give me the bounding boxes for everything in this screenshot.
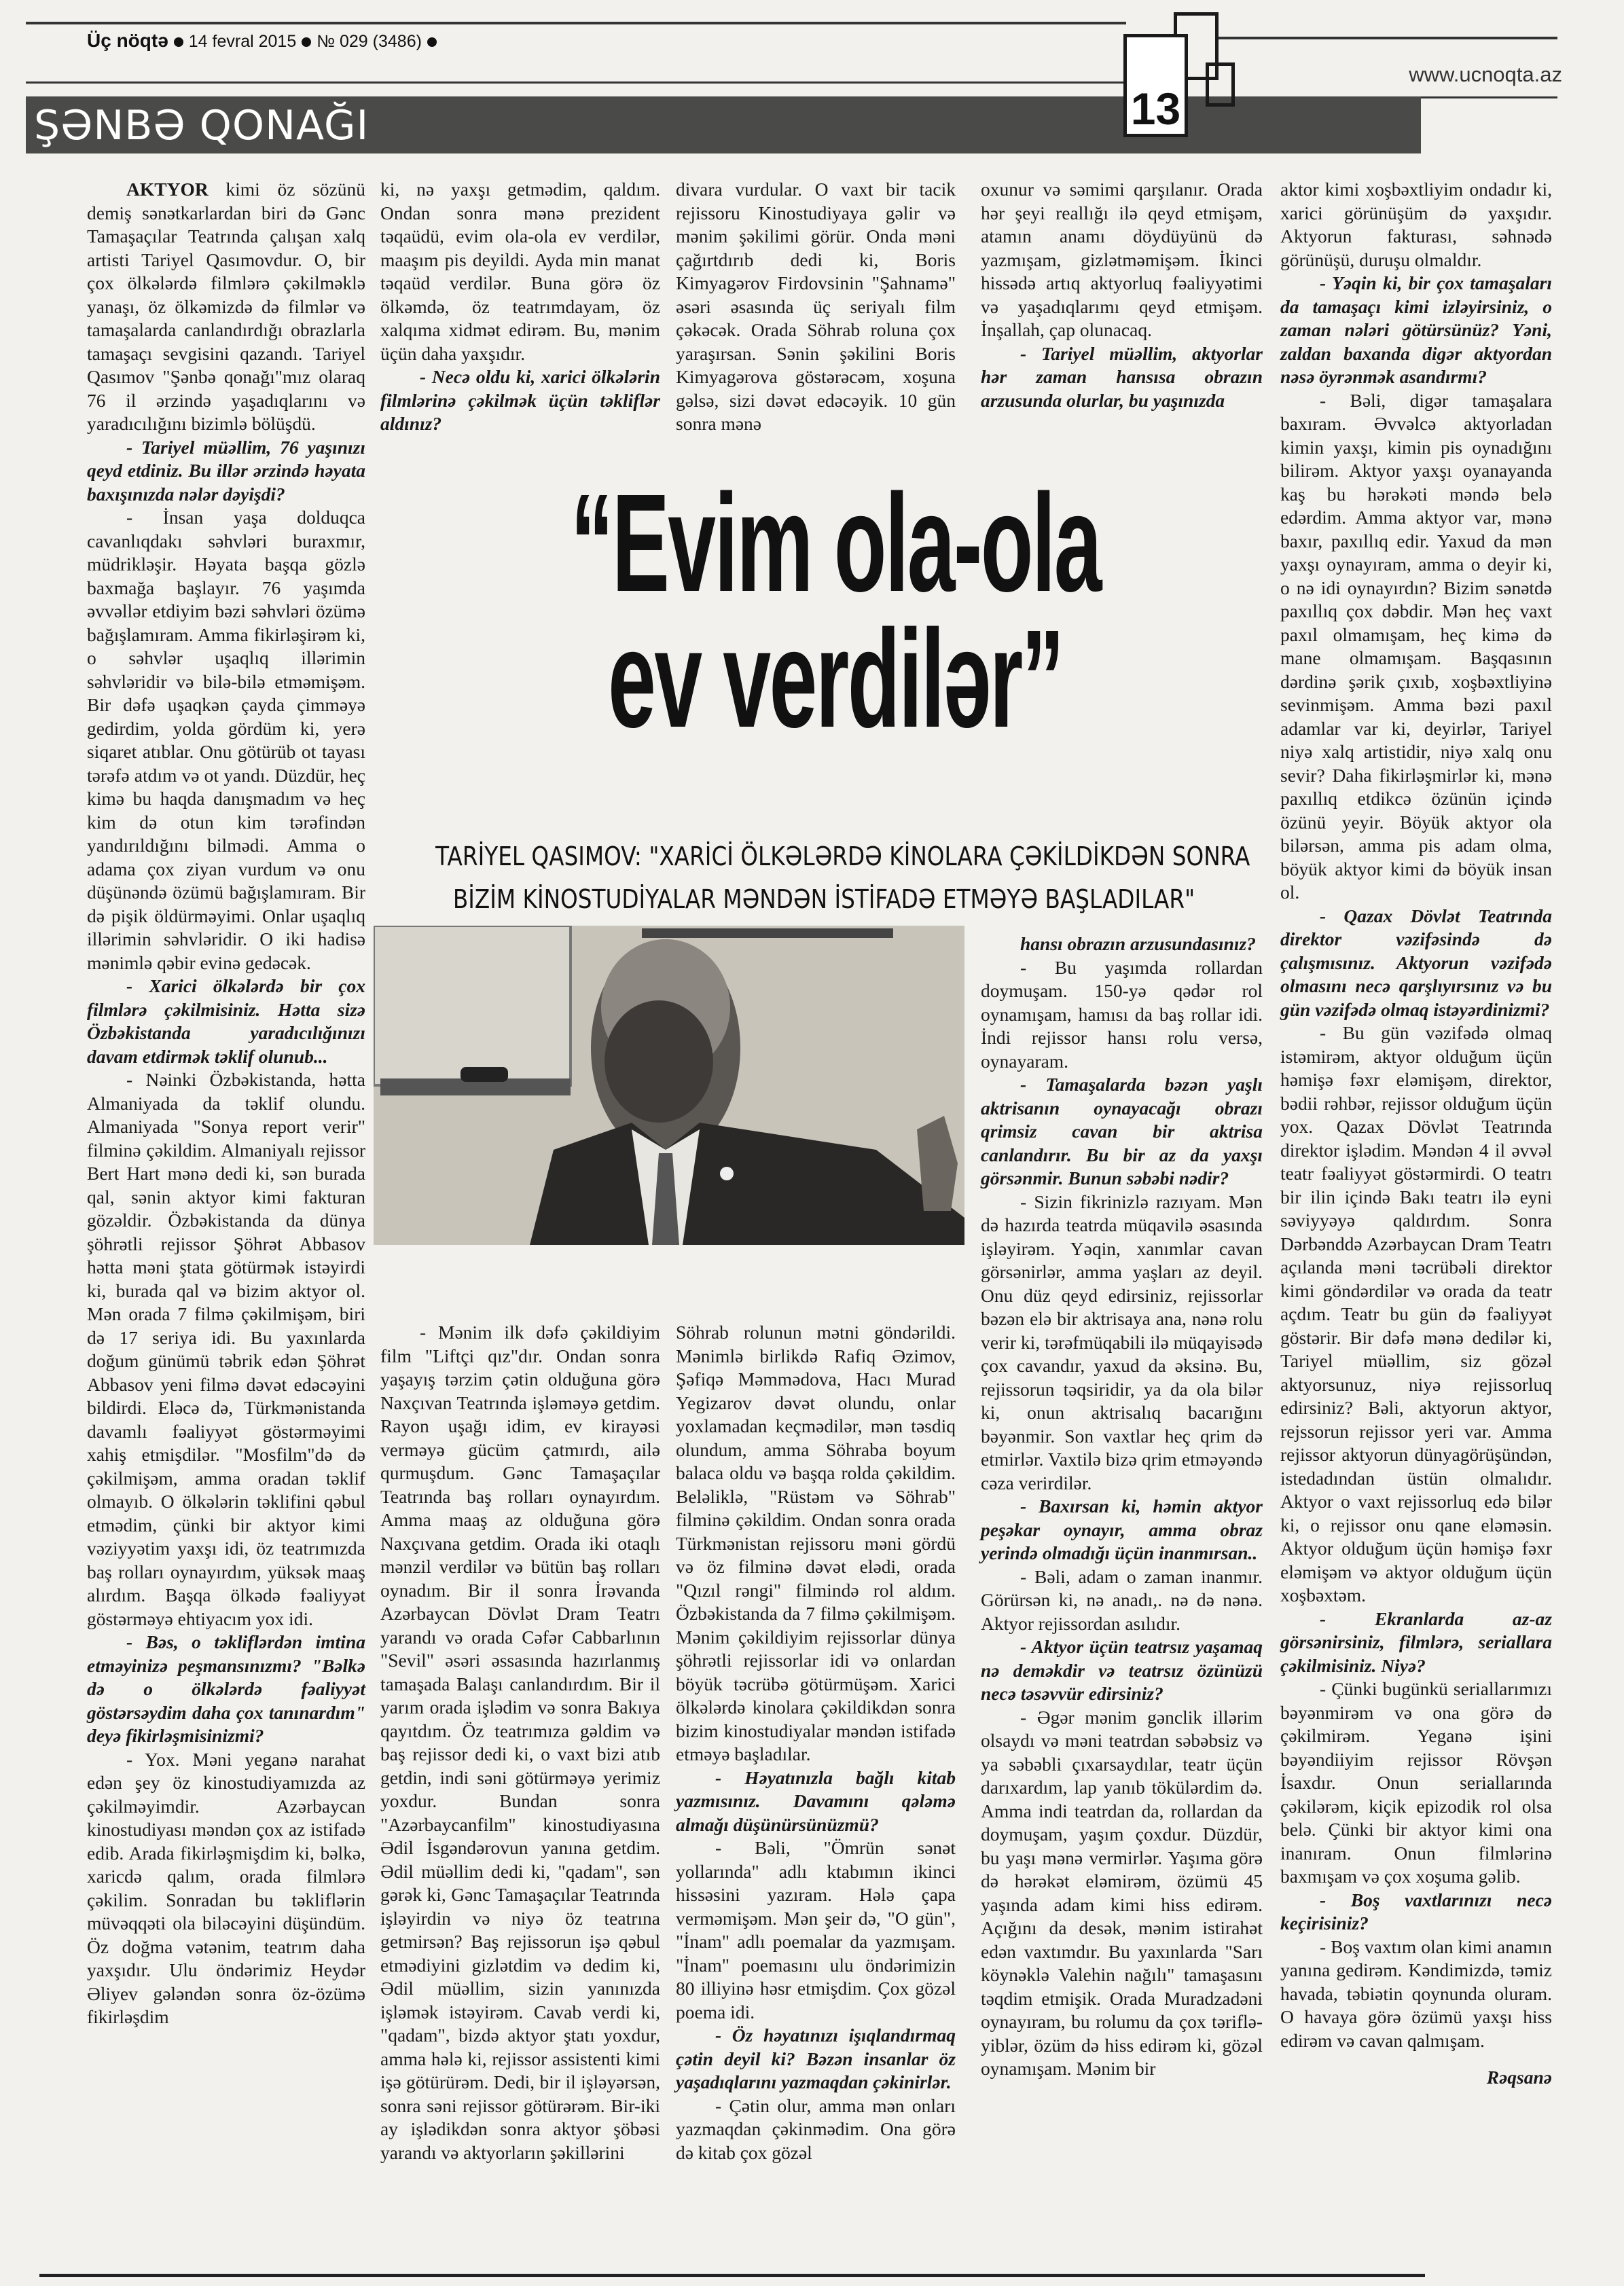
interview-question: - Qazax Dövlət Teatrında direktor vəzifəsində də çalışmısınız. Aktyorun vəzifədə olmasını necə qarşlıyırsınız və bu gün vəzifədə olmaq istəyərdinizmi?: [1280, 905, 1552, 1020]
interview-answer: - Çünki bugünkü seriallarımızı bəyənmirəm və ona görə də çəkilmirəm. Yeganə işini bəyəndiiyim rejissor Rövşən İsaxdır. Onun seriallarında çəkilərəm, kiçik epizodik rol olsa belə. Çünki bir aktyor kimi ona inanıram. Onun filmlərinə baxmışam və çox xoşuma gəlib.: [1280, 1678, 1552, 1887]
masthead-info: [87, 30, 442, 52]
issue-number: № 029 (3486): [317, 32, 422, 51]
headline-line-2: ev verdilər”: [608, 601, 1063, 757]
decorative-square-icon: [1206, 62, 1235, 107]
interview-answer: - Bu yaşımda rollardan doymuşam. 150-yə qədər rol oynamışam, hamısı da baş rollar idi. İndi rejissor hansı rolu versə, oynayaram.: [981, 956, 1263, 1072]
article-column-5: [1280, 178, 1552, 2090]
interview-answer: - Mənim ilk dəfə çəkildiyim film "Liftçi qız"dır. Ondan sonra yaşayış tərzim çətin olduğuna görə Naxçıvan Teatrında işləməyə getdim. Rayon uşağı idim, ev kirayəsi verməyə gücüm çatmırdı, ailə qurmuşdum. Gənc Tamaşaçılar Teatrında baş rolları oynayırdım. Amma maaş az olduğuna görə Naxçıvana getdim. Orada iki otaqlı mənzil verdilər və bütün baş rolları oynadım. Bir il sonra İrəvanda Azərbaycan Dövlət Dram Teatrı yarandı və orada Cəfər Cabbarlının "Sevil" əsəri əssasında hazırlanmış tamaşada Balaşı canlandırdım. Bir il yarım orada işlədim və sonra Bakıya qayıtdım. Öz teatrımıza gəldim və baş rejissor dedi ki, o vaxt bizi atıb getdin, indi səni götürməyə yerimiz yoxdur. Bundan sonra "Azərbaycanfilm" kinostudiyasına Ədil İsgəndərovun yanına getdim. Ədil müəllim dedi ki, "qadam", sən gərək ki, Gənc Tamaşaçılar Teatrında işləyirdin və niyə öz teatrına getmirsən? Baş rejissorun işə qəbul etmədiyini gizlətdim və dedim ki, Ədil müəllim, sizin yanınızda işləmək istəyirəm. Cavab verdi ki, "qadam", bizdə aktyor ştatı yoxdur, amma hələ ki, rejissor assistenti kimi işə götürürəm. Dedi, bir il işləyərsən, sonra səni rejissor götürərəm. Bir-iki ay işlədikdən sonra aktyor şöbəsi yarandı və aktyorların şəkillərini: [380, 1322, 660, 2163]
interview-question: - Xarici ölkələrdə bir çox filmlərə çəkilmisiniz. Hətta sizə Özbəkistanda yaradıcılığınızı davam etdirmək təklif olunub...: [87, 975, 365, 1067]
top-rule-right: [1216, 37, 1557, 39]
lead-paragraph: AKTYOR kimi öz sözünü demiş sənətkarlardan biri də Gənc Tamaşaçılar Teatrında çalışan xalq artisti Tariyel Qasımovdur. O, bir çox ölkələrdə filmlərə çəkilməklə yanaşı, öz ölkəmizdə də filmlər və tamaşalarda canlandırdığı obrazlarla tamaşaçı sevgisini qazandı. Tariyel Qasımov "Şənbə qonağı"mız olaraq 76 il ərzində yaşadıqlarını və yaradıcılığını bizimlə bölüşdü.: [87, 179, 365, 434]
interview-answer: - Nəinki Özbəkistanda, hətta Almaniyada da təklif olundu. Almaniyada "Sonya report verir" filminə çəkildim. Almaniyalı rejissor Bert Hart mənə dedi ki, sən burada qal, sənin aktyor kimi fakturan gözəldir. Özbəkistanda da dünya şöhrətli rejissor Şöhrət Abbasov hətta məni ştata götürmək istəyirdi ki, burada qal və bizim aktyor ol. Mən orada 7 filmə çəkilmişəm, biri də 17 seriya idi. Bu yaxınlarda doğum günümü təbrik edən Şöhrət Abbasov yeni filmə dəvət edəcəyini bildirdi. Eləcə də, Türkmənistanda davamlı fəaliyyət göstərməyimi xahiş etmişdilər. "Mosfilm"də də çəkilmişəm, amma oradan təklif olmayıb. O ölkələrin təklifini qəbul etmədim, çünki bir aktyor kimi vəziyyətim yaxşı idi, öz teatrımızda baş rolları oynayırdım, yüksək maaş alırdım. Başqa ölkədə fəaliyyət göstərməyə ehtiyacım yox idi.: [87, 1069, 365, 1629]
interview-answer: - Bəli, digər tamaşalara baxıram. Əvvəlcə aktyorladan kimin yaxşı, kimin pis oynadığını bilirəm. Aktyor yaxşı oyanayanda kaş bu hərəkəti məndə belə edərdim. Amma aktyor var, mənə baxır, paxıllıq edir. Yaxud da mən yaxşı oynayıram, amma o deyir ki, o nə idi oynayırdın? Bizim sənətdə paxıllıq çox dəbdir. Mən heç vaxt paxıl olmamışam, heç kimə də mane olmamışam. Başqasının dərdinə şərik çıxıb, xoşbəxtliyinə sevinmişəm. Amma bəzi paxıl adamlar var ki, deyirlər, Tariyel niyə xalq artistidir, niyə xalq onu sevir? Daha fikirləşmirlər ki, mənə paxıllıq etdikcə özünün içində özünü yeyir. Böyük aktyor ola bilərsən, amma pis adam olma, böyük aktyor kimi də böyük insan ol.: [1280, 389, 1552, 903]
article-column-3-bottom: [676, 1321, 956, 2164]
article-column-3-top: [676, 178, 956, 436]
headline: [562, 465, 1109, 757]
interview-question: - Tamaşalarda bəzən yaşlı aktrisanın oynayacağı obrazı qrimsiz cavan bir aktrisa canlandırır. Bu bir az da yaxşı görsənmir. Bunun səbəbi nədir?: [981, 1074, 1263, 1189]
interview-answer: - Boş vaxtım olan kimi anamın yanına gedirəm. Kəndimizdə, təmiz havada, təbiətin qoynunda oluram. O havaya görə özümü yaxşı hiss edirəm və cavan qalmışam.: [1280, 1936, 1552, 2051]
interview-question: - Necə oldu ki, xarici ölkələrin filmlərinə çəkilmək üçün təkliflər aldınız?: [380, 366, 660, 434]
subheadline: [435, 835, 1250, 921]
subheadline-line-2: BİZİM KİNOSTUDİYALAR MƏNDƏN İSTİFADƏ ETMƏYƏ BAŞLADILAR": [452, 884, 1195, 914]
interview-question: - Bəs, o təkliflərdən imtina etməyinizə peşmansınızmı? "Bəlkə də o ölkələrdə fəaliyyət göstərsəydim daha çox tanınardım" deyə fikirləşmisinizmi?: [87, 1631, 365, 1746]
bullet-icon: [174, 37, 183, 47]
continued-paragraph: ki, nə yaxşı getmədim, qaldım. Ondan sonra mənə prezident təqaüdü, evim ola-ola ev verdilər, maaşım pis deyildi. Ayda min manat təqaüd verdilər. Buna görə öz ölkəmdə, öz teatrımdayam, öz xalqıma xidmət edirəm. Bu, mənim üçün daha yaxşıdır.: [380, 179, 660, 364]
issue-date: 14 fevral 2015: [188, 32, 297, 51]
author-signature: Rəqsanə: [1486, 2067, 1552, 2088]
interview-question: - Boş vaxtlarınızı necə keçirisiniz?: [1280, 1889, 1552, 1934]
article-column-2-top: [380, 178, 660, 436]
portrait-photo-icon: [374, 926, 964, 1245]
headline-line-1: “Evim ola-ola: [570, 465, 1100, 621]
continued-paragraph: oxunur və səmimi qarşılanır. Orada hər şeyi reallığı ilə qeyd etmişəm, atamın anamı döydüyünü də yazmışam, gizlətməmişəm. İkinci hissədə artıq aktyorluq fəaliyyətimi və yaşadıqlarımı qeyd etmişəm. İnşallah, çap olunacaq.: [981, 179, 1263, 340]
interview-answer: - Bəli, adam o zaman inanmır. Görürsən ki, nə anadı,. nə də nənə. Aktyor rejissordan asılıdır.: [981, 1565, 1263, 1634]
website-url[interactable]: www.ucnoqta.az: [1409, 62, 1562, 86]
interview-answer: - İnsan yaşa dolduqca cavanlıqdakı səhvləri buraxmır, müdrikləşir. Həyata başqa gözlə baxmağa başlayır. 76 yaşımda əvvəllər etdiyim bəzi səhvləri özümə bağışlamıram. Amma fikirləşirəm ki, o səhvlər uşaqlıq illərimin səhvləridir və bilə-bilə etməmişəm. Bir dəfə uşaqkən çayda çimməyə gedirdim, yolda gördüm ki, yerə siqaret atıblar. Onu götürüb ot tayası tərəfə atdım və ot yandı. Düzdür, heç kimə bu haqda danışmadım və heç kim də otun kim tərəfindən yandırıldığını bilmədi. Amma o adama çox ziyan vurdum və onu düşünəndə özümü bağışlamıram. Bir də pişik öldürməyimi. Onlar uşaqlıq illərimin səhvləridir. O iki hadisə mənimlə qəbir evinə gedəcək.: [87, 507, 365, 973]
interview-question: - Tariyel müəllim, aktyorlar hər zaman hansısa obrazın arzusunda olurlar, bu yaşınızda: [981, 342, 1263, 411]
portrait-photo: [374, 926, 964, 1245]
interview-answer: - Əgər mənim gənclik illərim olsaydı və məni teatrdan səbəbsiz və ya səbəbli çıxarsaydılar, teatr üçün darıxardım, lap yanıb tökülərdim də. Amma indi teatrdan da, rollardan da doymuşam, yaşım çoxdur. Düzdür, bu yaşı mənə vermirlər. Yaşıma görə də hərəkət eləmirəm, özümü 45 yaşında adam kimi hiss edirəm. Açığını da desək, mənim istirahət edən vaxtımdır. Bu yaxınlarda "Sarı köynəklə Valehin nağılı" tamaşasını təqdim etmişik. Orada Muradzadəni oynayıram, bu rolumu da çox təriflə- yiblər, özüm də hiss edirəm ki, gözəl oynamışam. Mənim bir: [981, 1706, 1263, 2079]
interview-question: - Baxırsan ki, həmin aktyor peşəkar oynayır, amma obraz yerində olmadığı üçün inanmırsan..: [981, 1495, 1263, 1563]
interview-question: - Öz həyatınızı işıqlandırmaq çətin deyil ki? Bəzən insanlar öz yaşadıqlarını yazmaqdan çəkinirlər.: [676, 2025, 956, 2092]
interview-answer: - Bəli, "Ömrün sənət yollarında" adlı ktabımın ikinci hissəsini yazıram. Hələ çapa verməmişəm. Mən şeir də, "O gün", "İnam" adlı poemalar da yazmışam. "İnam" poemasını ulu öndərimizin 80 illiyinə həsr etmişdim. Çox gözəl poema idi.: [676, 1837, 956, 2022]
subheadline-line-1: TARİYEL QASIMOV: "XARİCİ ÖLKƏLƏRDƏ KİNOLARA ÇƏKİLDİKDƏN SONRA: [435, 841, 1250, 871]
mid-rule: [26, 81, 1126, 84]
interview-question: - Ekranlarda az-az görsənirsiniz, filmlərə, seriallara çəkilmisiniz. Niyə?: [1280, 1608, 1552, 1676]
continued-paragraph: aktor kimi xoşbəxtliyim ondadır ki, xarici görünüşüm də yaxşıdır. Aktyorun fakturası, səhnədə görünüşü, duruşu olmaldır.: [1280, 179, 1552, 270]
continued-paragraph: divara vurdular. O vaxt bir tacik rejissoru Kinostudiyaya gəlir və mənim şəkilimi görür. Onda məni çağırtdırıb dedi ki, Boris Kimyagərov Firdovsinin "Şahnamə" əsəri əsasında üç seriyalı film çəkəcək. Orada Söhrab roluna çox yaraşırsan. Sənin şəkilini Boris Kimyagərova göstərəcəm, xoşuna gəlsə, sizi dəvət edəcəyik. 10 gün sonra mənə: [676, 179, 956, 434]
interview-question: - Tariyel müəllim, 76 yaşınızı qeyd etdiniz. Bu illər ərzində həyata baxışınızda nələr dəyişdi?: [87, 436, 365, 505]
article-column-1: [87, 178, 365, 2029]
interview-answer: - Yox. Məni yeganə narahat edən şey öz kinostudiyamızda az çəkilməyimdir. Azərbaycan kinostudiyası məndən çox az istifadə edib. Arada fikirləşmişdim ki, bəlkə, xaricdə qalım, orada filmlərə çəkilim. Sonradan bu təkliflərin müvəqqəti ola biləcəyini düşündüm. Öz doğma vətənim, teatrım daha yaxşıdır. Ulu öndərimiz Heydər Əliyev gələndən sonra öz-özümə fikirləşdim: [87, 1748, 365, 2027]
bottom-rule: [39, 2274, 1425, 2277]
section-title: ŞƏNBƏ QONAĞI: [34, 102, 369, 149]
interview-question: hansı obrazın arzusundasınız?: [1020, 933, 1256, 954]
bullet-icon: [427, 37, 437, 47]
article-column-2-bottom: [380, 1321, 660, 2164]
interview-answer: - Çətin olur, amma mən onları yazmaqdan çəkinmədim. Ona görə də kitab çox gözəl: [676, 2094, 956, 2163]
continued-paragraph: Söhrab rolunun mətni göndərildi. Mənimlə birlikdə Rafiq Əzimov, Şəfiqə Məmmədova, Hacı Murad Yegizarov dəvət olundu, onlar yoxlamadan keçmədilər, mən təsdiq olundum, amma Söhraba boyum balaca oldu və başqa rolda çəkildim. Beləliklə, "Rüstəm və Söhrab" filminə çəkildim. Ondan sonra orada Türkmənistan rejissoru məni gördü və öz filminə dəvət elədi, orada "Qızıl rəngi" filmində rol aldım. Özbəkistanda da 7 filmə çəkilmişəm. Mənim çəkildiyim rejissorlar dünya şöhrətli rejissorlar idi və onlardan böyük təcrübə götürmüşəm. Xarici ölkələrdə kinolara çəkildikdən sonra bizim kinostudiyalar məndən istifadə etməyə başladılar.: [676, 1322, 956, 1764]
article-column-4-bottom: [981, 932, 1263, 2081]
article-column-4-top: [981, 178, 1263, 412]
lead-word: AKTYOR: [126, 179, 209, 200]
interview-question: - Yəqin ki, bir çox tamaşaları da tamaşaçı kimi izləyirsiniz, o zaman nələri götürsünüz? Yəni, zaldan baxanda digər aktyordan nəsə öyrənmək asandırmı?: [1280, 272, 1552, 387]
interview-question: - Aktyor üçün teatrsız yaşamaq nə deməkdir və teatrsız özünüzü necə təsəvvür edirsiniz?: [981, 1636, 1263, 1704]
top-rule: [26, 22, 1126, 24]
interview-answer: - Bu gün vəzifədə olmaq istəmirəm, aktyor olduğum üçün həmişə fəxr eləmişəm, direktor, bədii rəhbər, rejissor olduğum üçün yox. Qazax Dövlət Teatrında direktor işlədim. Məndən 4 il əvvəl teatr fəaliyyət göstərmirdi. O teatrı bir ilin içində Bakı teatrı ilə eyni səviyyəyə qaldırdım. Sonra Dərbənddə Azərbaycan Dram Teatrı açılanda məni təcrübəli direktor kimi göndərdilər və orada da teatr açdım. Teatr bu gün də fəaliyyət göstərir. Bir dəfə mənə dedilər ki, Tariyel müəllim, siz gözəl aktyorsunuz, niyə rejissorluq edirsiniz? Bəli, aktyorun aktyor, rejssorun rejissor yeri var. Amma rejissor aktyorun dünyagörüşündən, istedadından üstün olmalıdır. Aktyor o vaxt rejissorluq edə bilər ki, o rejissor onu qane eləməsin. Aktyor olduğum üçün həmişə fəxr eləmişəm və aktyor olduğum üçün xoşbəxtəm.: [1280, 1022, 1552, 1605]
publication-name: Üç nöqtə: [87, 30, 168, 51]
interview-question: - Həyatınızla bağlı kitab yazmısınız. Davamını qələmə almağı düşünürsünüzmü?: [676, 1766, 956, 1835]
page-number: 13: [1123, 34, 1188, 137]
interview-answer: - Sizin fikrinizlə razıyam. Mən də hazırda teatrda müqavilə əsasında işləyirəm. Yəqin, xanımlar cavan görsənirlər, amma yaşları az deyil. Onu düz qeyd edirsiniz, rejissorlar bəzən elə bir aktrisaya ana, nənə rolu verir ki, tərəfmüqabili ilə müqayisədə çox cavandır, yaxud da əksinə. Bu, rejissorun təqsiridir, ya da ola bilər ki, onun aktrisalıq bacarığını bəyənmir. Son vaxtlar heç qrim də etmirlər. Vaxtilə bizə qrim etməyəndə cəza verirdilər.: [981, 1191, 1263, 1493]
bullet-icon: [302, 37, 311, 47]
